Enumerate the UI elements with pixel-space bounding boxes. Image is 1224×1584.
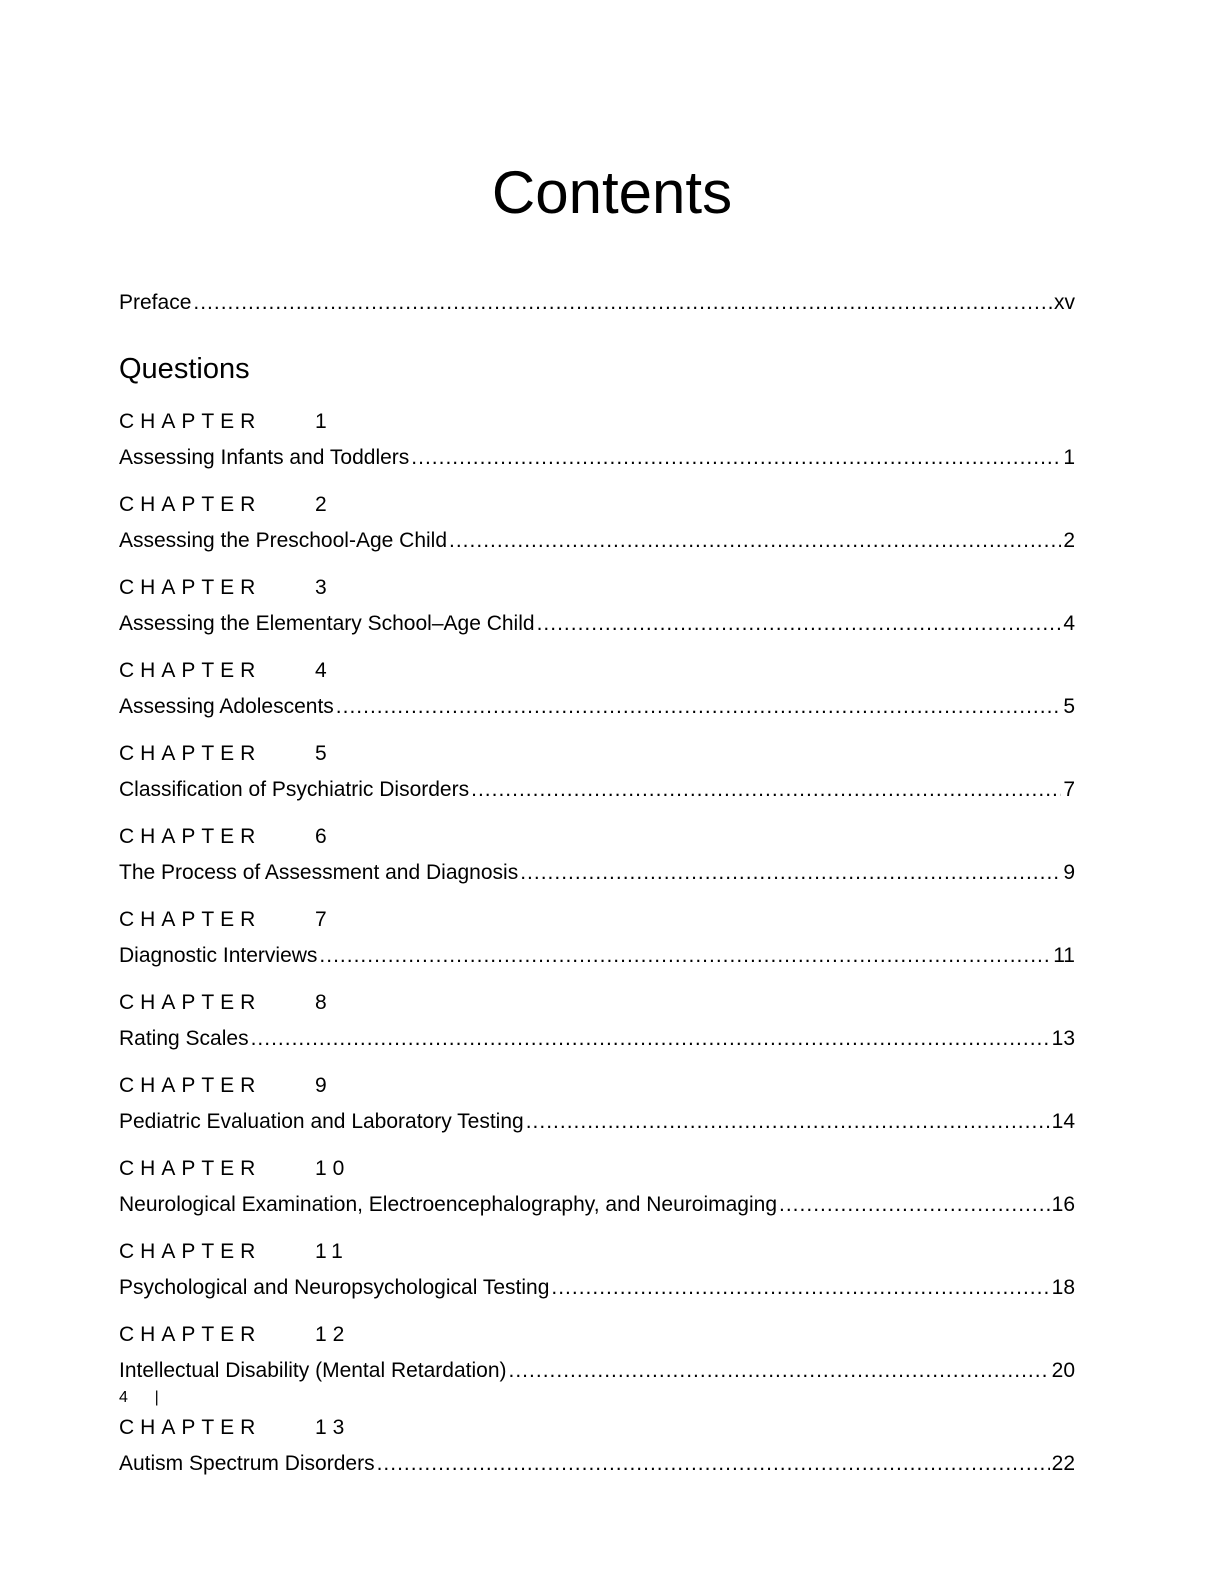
chapter-number: 10	[315, 1157, 351, 1180]
chapter-label	[119, 658, 333, 684]
toc-entry-chapter-6[interactable]	[119, 860, 1075, 886]
chapter-label	[119, 824, 333, 850]
footer-separator: |	[154, 1389, 159, 1406]
toc-entry-title: Diagnostic Interviews	[119, 944, 318, 967]
chapter-word: CHAPTER	[119, 825, 262, 848]
toc-entry-title: Classification of Psychiatric Disorders	[119, 778, 470, 801]
toc-page-number: 16	[1051, 1193, 1075, 1216]
chapter-label	[119, 1156, 350, 1182]
toc-entry-title: Assessing the Elementary School–Age Child	[119, 612, 535, 635]
dot-leader	[449, 528, 1061, 554]
chapter-word: CHAPTER	[119, 1240, 262, 1263]
chapter-label	[119, 492, 333, 518]
toc-entry-chapter-4[interactable]	[119, 694, 1075, 720]
chapter-word: CHAPTER	[119, 576, 262, 599]
toc-page-number: 11	[1053, 944, 1075, 967]
chapter-number: 3	[315, 576, 333, 599]
chapter-label	[119, 741, 333, 767]
toc-entry-title: Preface	[119, 291, 192, 314]
chapter-label	[119, 575, 333, 601]
toc-entry-title: Intellectual Disability (Mental Retardation)	[119, 1359, 507, 1382]
chapter-label	[119, 1239, 349, 1265]
chapter-number: 4	[315, 659, 333, 682]
chapter-number: 13	[315, 1416, 351, 1439]
toc-entry-title: Assessing Adolescents	[119, 695, 334, 718]
chapter-label	[119, 1322, 350, 1348]
page-footer	[119, 1388, 159, 1408]
dot-leader	[520, 860, 1061, 886]
toc-entry-chapter-5[interactable]	[119, 777, 1075, 803]
chapter-label	[119, 907, 333, 933]
chapter-word: CHAPTER	[119, 908, 262, 931]
dot-leader	[336, 694, 1062, 720]
chapter-word: CHAPTER	[119, 1416, 262, 1439]
toc-entry-chapter-10[interactable]	[119, 1192, 1075, 1218]
chapter-label	[119, 409, 333, 435]
toc-page-number: 20	[1051, 1359, 1075, 1382]
dot-leader	[551, 1275, 1049, 1301]
chapter-label	[119, 990, 333, 1016]
chapter-word: CHAPTER	[119, 493, 262, 516]
chapter-number: 6	[315, 825, 333, 848]
chapter-number: 11	[315, 1240, 349, 1263]
toc-page-number: 2	[1063, 529, 1075, 552]
toc-entry-title: Rating Scales	[119, 1027, 249, 1050]
toc-page-number: 7	[1063, 778, 1075, 801]
toc-page-number: 22	[1051, 1452, 1075, 1475]
chapter-word: CHAPTER	[119, 742, 262, 765]
toc-page-number: 4	[1063, 612, 1075, 635]
toc-entry-title: Pediatric Evaluation and Laboratory Testing	[119, 1110, 524, 1133]
chapter-label	[119, 1415, 350, 1441]
toc-entry-title: Autism Spectrum Disorders	[119, 1452, 375, 1475]
toc-entry-chapter-12[interactable]	[119, 1358, 1075, 1384]
chapter-word: CHAPTER	[119, 659, 262, 682]
chapter-word: CHAPTER	[119, 1157, 262, 1180]
toc-entry-title: Neurological Examination, Electroencephalography, and Neuroimaging	[119, 1193, 778, 1216]
toc-entry-title: Assessing the Preschool-Age Child	[119, 529, 448, 552]
toc-entry-chapter-11[interactable]	[119, 1275, 1075, 1301]
chapter-word: CHAPTER	[119, 1323, 262, 1346]
toc-entry-title: The Process of Assessment and Diagnosis	[119, 861, 519, 884]
toc-page-number: 9	[1063, 861, 1075, 884]
toc-page-number: 1	[1063, 446, 1075, 469]
chapter-number: 12	[315, 1323, 351, 1346]
toc-entry-chapter-1[interactable]	[119, 445, 1075, 471]
dot-leader	[377, 1451, 1050, 1477]
toc-entry-chapter-8[interactable]	[119, 1026, 1075, 1052]
toc-entry-preface[interactable]	[119, 290, 1075, 316]
dot-leader	[537, 611, 1062, 637]
page-title: Contents	[491, 159, 733, 226]
dot-leader	[251, 1026, 1050, 1052]
dot-leader	[319, 943, 1051, 969]
dot-leader	[779, 1192, 1050, 1218]
section-heading-questions: Questions	[119, 353, 250, 385]
chapter-number: 8	[315, 991, 333, 1014]
toc-entry-chapter-2[interactable]	[119, 528, 1075, 554]
toc-page-number: 13	[1051, 1027, 1075, 1050]
toc-entry-chapter-9[interactable]	[119, 1109, 1075, 1135]
toc-page-number: 18	[1051, 1276, 1075, 1299]
dot-leader	[526, 1109, 1050, 1135]
chapter-number: 7	[315, 908, 333, 931]
chapter-number: 5	[315, 742, 333, 765]
toc-entry-title: Psychological and Neuropsychological Testing	[119, 1276, 550, 1299]
dot-leader	[193, 290, 1052, 316]
chapter-number: 1	[315, 410, 333, 433]
chapter-word: CHAPTER	[119, 991, 262, 1014]
dot-leader	[509, 1358, 1050, 1384]
toc-entry-chapter-13[interactable]	[119, 1451, 1075, 1477]
toc-entry-title: Assessing Infants and Toddlers	[119, 446, 410, 469]
chapter-word: CHAPTER	[119, 1074, 262, 1097]
toc-page-number: xv	[1054, 291, 1075, 314]
chapter-word: CHAPTER	[119, 410, 262, 433]
dot-leader	[471, 777, 1061, 803]
chapter-label	[119, 1073, 333, 1099]
toc-page-number: 5	[1063, 695, 1075, 718]
chapter-number: 2	[315, 493, 333, 516]
dot-leader	[411, 445, 1061, 471]
toc-entry-chapter-7[interactable]	[119, 943, 1075, 969]
chapter-number: 9	[315, 1074, 333, 1097]
toc-entry-chapter-3[interactable]	[119, 611, 1075, 637]
toc-page-number: 14	[1051, 1110, 1075, 1133]
footer-page-number: 4	[119, 1389, 128, 1406]
